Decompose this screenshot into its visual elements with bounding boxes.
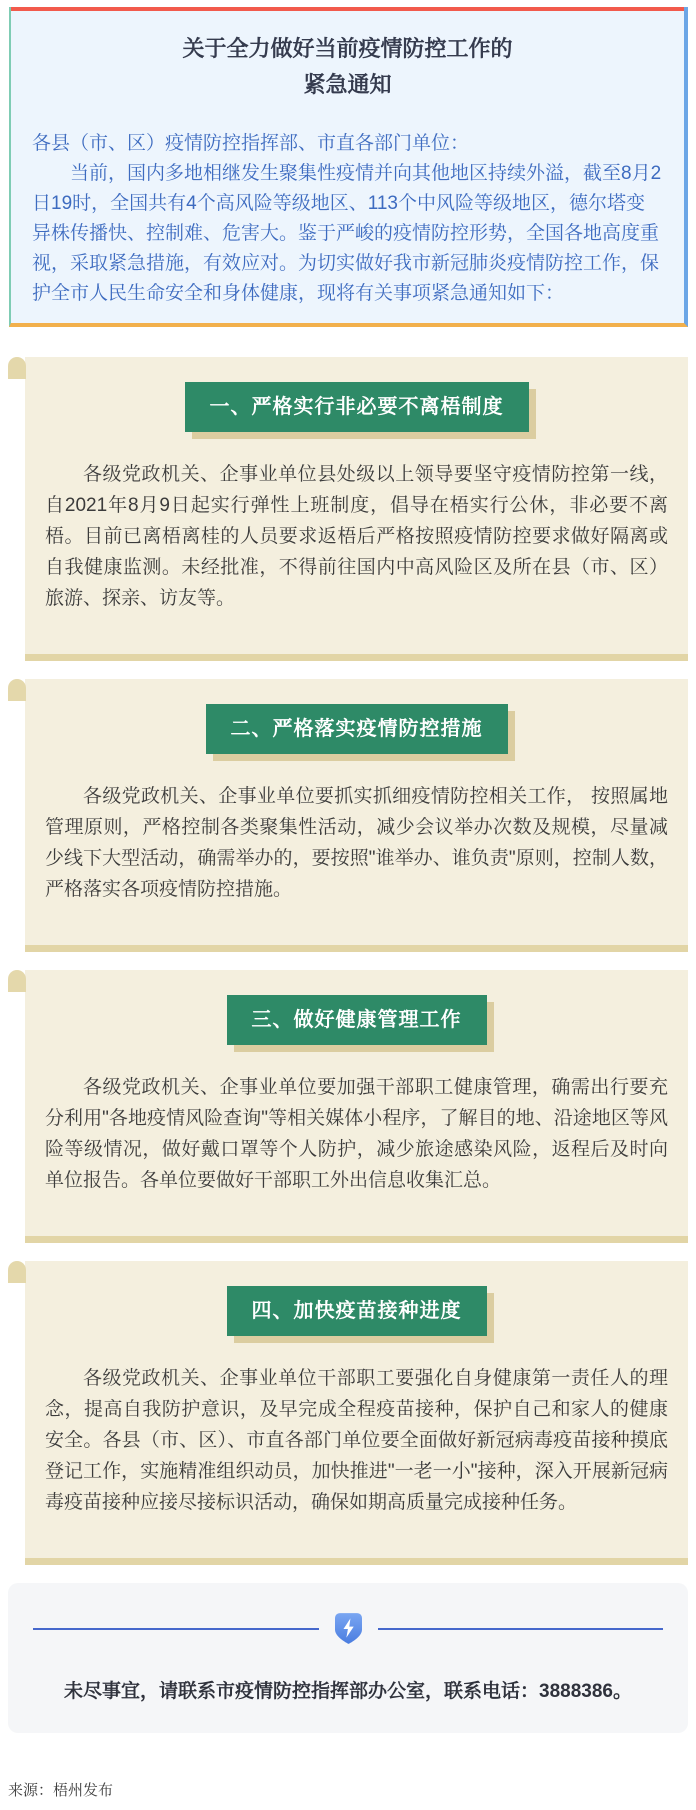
section-heading-badge-2: 二、严格落实疫情防控措施 <box>206 704 508 754</box>
section-card-1 <box>25 357 688 661</box>
section-heading-badge-1: 一、严格实行非必要不离梧制度 <box>185 382 529 432</box>
red-top-border <box>11 7 684 11</box>
section-body-1: 各级党政机关、企事业单位县处级以上领导要坚守疫情防控第一线，自2021年8月9日起实行弹性上班制度，倡导在梧实行公休，非必要不离梧。目前已离梧离桂的人员要求返梧后严格按照疫情防控要求做好隔离或自我健康监测。未经批准，不得前往国内中高风险区及所在县（市、区）旅游、探亲、访友等。 <box>45 464 668 609</box>
card-notch <box>8 679 26 701</box>
notice-intro <box>11 129 684 309</box>
notice-header-box <box>9 7 688 327</box>
contact-box <box>8 1583 688 1733</box>
section-card-3 <box>25 970 688 1243</box>
divider-line-left <box>33 1628 319 1630</box>
notice-title <box>31 31 664 103</box>
notice-intro-paragraph: 当前，国内多地相继发生聚集性疫情并向其他地区持续外溢，截至8月2日19时，全国共有4个高风险等级地区、113个中风险等级地区，德尔塔变异株传播快、控制难、危害大。鉴于严峻的疫情防控形势，全国各地高度重视，采取紧急措施，有效应对。为切实做好我市新冠肺炎疫情防控工作，保护全市人民生命安全和身体健康，现将有关事项紧急通知如下： <box>32 163 662 304</box>
contact-text: 未尽事宜，请联系市疫情防控指挥部办公室，联系电话：3888386。 <box>64 1681 632 1702</box>
notice-title-line2: 紧急通知 <box>303 72 392 97</box>
section-body-2: 各级党政机关、企事业单位要抓实抓细疫情防控相关工作， 按照属地管理原则，严格控制各类聚集性活动，减少会议举办次数及规模，尽量减少线下大型活动，确需举办的，要按照"谁举办、谁负责"原则，控制人数，严格落实各项疫情防控措施。 <box>45 786 668 900</box>
notice-title-line1: 关于全力做好当前疫情防控工作的 <box>182 36 513 61</box>
section-card-4 <box>25 1261 688 1565</box>
section-card-2 <box>25 679 688 952</box>
card-notch <box>8 357 26 379</box>
card-notch <box>8 1261 26 1283</box>
section-body-3: 各级党政机关、企事业单位要加强干部职工健康管理，确需出行要充分利用"各地疫情风险查询"等相关媒体小程序，了解目的地、沿途地区等风险等级情况，做好戴口罩等个人防护，减少旅途感染风险，返程后及时向单位报告。各单位要做好干部职工外出信息收集汇总。 <box>45 1077 668 1191</box>
divider-line-right <box>378 1628 664 1630</box>
source-line: 来源：梧州发布 <box>8 1782 114 1799</box>
divider <box>8 1607 688 1644</box>
card-notch <box>8 970 26 992</box>
section-heading-badge-3: 三、做好健康管理工作 <box>227 995 487 1045</box>
section-heading-badge-4: 四、加快疫苗接种进度 <box>227 1286 487 1336</box>
notice-salutation: 各县（市、区）疫情防控指挥部、市直各部门单位： <box>32 133 470 154</box>
notice-article <box>0 7 696 1800</box>
section-body-4: 各级党政机关、企事业单位干部职工要强化自身健康第一责任人的理念，提高自我防护意识，及早完成全程疫苗接种，保护自己和家人的健康安全。各县（市、区）、市直各部门单位要全面做好新冠病毒疫苗接种摸底登记工作，实施精准组织动员，加快推进"一老一小"接种，深入开展新冠病毒疫苗接种应接尽接标识活动，确保如期高质量完成接种任务。 <box>45 1368 668 1513</box>
shield-lightning-icon <box>319 1613 378 1644</box>
